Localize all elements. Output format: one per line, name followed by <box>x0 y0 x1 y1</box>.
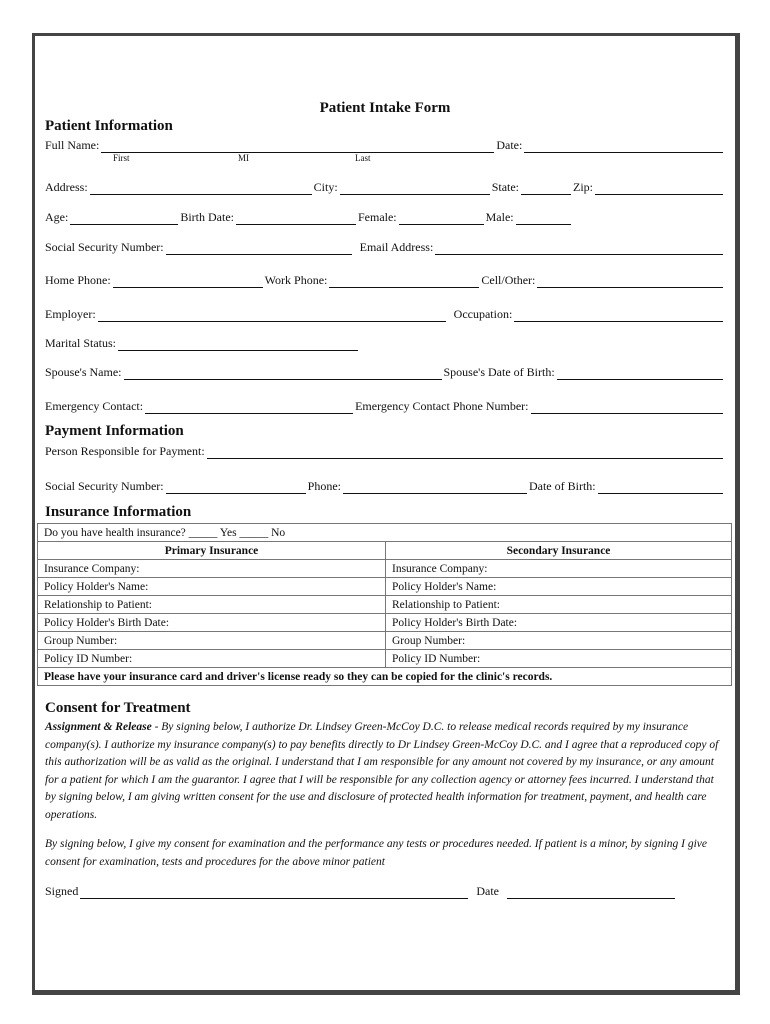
email-field[interactable] <box>435 242 723 255</box>
employer-field[interactable] <box>98 309 446 322</box>
row-signature <box>45 883 677 899</box>
row-emergency <box>45 398 725 414</box>
table-row <box>38 578 732 596</box>
row-address <box>45 179 725 195</box>
spouse-name-label: Spouse's Name: <box>45 365 122 379</box>
city-label: City: <box>313 180 338 194</box>
table-row <box>38 614 732 632</box>
emergency-phone-field[interactable] <box>531 401 724 414</box>
sub-last: Last <box>355 153 371 163</box>
section-insurance-information: Insurance Information <box>45 504 192 520</box>
full-name-field[interactable] <box>101 140 494 153</box>
row-full-name <box>45 137 725 153</box>
payment-dob-label: Date of Birth: <box>528 479 596 493</box>
row-age <box>45 209 725 225</box>
home-phone-field[interactable] <box>113 275 263 288</box>
emergency-label: Emergency Contact: <box>45 399 144 413</box>
signed-label: Signed <box>45 884 79 898</box>
signature-field[interactable] <box>80 886 468 899</box>
assignment-release-paragraph <box>45 719 727 825</box>
primary-group-number[interactable]: Group Number: <box>38 632 386 650</box>
spouse-dob-label: Spouse's Date of Birth: <box>443 365 555 379</box>
zip-label: Zip: <box>573 180 594 194</box>
table-row <box>38 596 732 614</box>
primary-insurance-header: Primary Insurance <box>38 542 386 560</box>
insurance-question[interactable]: Do you have health insurance? _____ Yes _____ No <box>38 524 732 542</box>
spouse-name-field[interactable] <box>124 367 442 380</box>
date-label: Date: <box>496 138 523 152</box>
row-employer <box>45 306 725 322</box>
payment-phone-field[interactable] <box>343 481 527 494</box>
payment-dob-field[interactable] <box>598 481 723 494</box>
payment-ssn-label: Social Security Number: <box>45 479 164 493</box>
full-name-label: Full Name: <box>45 138 100 152</box>
age-field[interactable] <box>70 212 178 225</box>
insurance-question-row <box>38 524 732 542</box>
cell-field[interactable] <box>537 275 723 288</box>
insurance-note: Please have your insurance card and driver's license ready so they can be copied for the clinic's records. <box>38 668 732 686</box>
birth-date-label: Birth Date: <box>180 210 234 224</box>
table-row <box>38 650 732 668</box>
birth-date-field[interactable] <box>236 212 356 225</box>
work-phone-label: Work Phone: <box>264 273 328 287</box>
primary-insurance-company[interactable]: Insurance Company: <box>38 560 386 578</box>
row-responsible <box>45 443 725 459</box>
ssn-field[interactable] <box>166 242 352 255</box>
row-phones <box>45 272 725 288</box>
female-field[interactable] <box>399 212 484 225</box>
marital-label: Marital Status: <box>45 336 116 350</box>
age-label: Age: <box>45 210 69 224</box>
work-phone-field[interactable] <box>329 275 479 288</box>
date-field[interactable] <box>524 140 723 153</box>
responsible-label: Person Responsible for Payment: <box>45 444 205 458</box>
table-row <box>38 560 732 578</box>
assignment-release-text: - By signing below, I authorize Dr. Lindsey Green-McCoy D.C. to release medical records required by my insurance company(s). I authorize my insurance company(s) to pay benefits directly to Dr Lindsey Green-McCoy D.C. and I agree that a reproduced copy of this authorization will be as valid as the original. I understand that I am responsible for any amount not covered by my insurance, or any amount for a patient for which I am the guarantor. I agree that I will be responsible for any collection agency or attorney fees incurred. I understand that by signing below, I am giving written consent for the use and disclosure of protected health information for treatment, payment, and health care operations. <box>45 721 719 821</box>
secondary-insurance-company[interactable]: Insurance Company: <box>386 560 732 578</box>
row-payment-ssn <box>45 478 725 494</box>
home-phone-label: Home Phone: <box>45 273 111 287</box>
minor-consent-paragraph: By signing below, I give my consent for examination and the performance any tests or procedures needed. If patient is a minor, by signing I give consent for examination, tests and procedures for the above minor patient <box>45 838 707 868</box>
insurance-table <box>37 523 732 686</box>
primary-policy-holder-name[interactable]: Policy Holder's Name: <box>38 578 386 596</box>
responsible-field[interactable] <box>207 446 723 459</box>
form-title: Patient Intake Form <box>319 100 451 116</box>
address-label: Address: <box>45 180 88 194</box>
row-spouse <box>45 364 725 380</box>
female-label: Female: <box>357 210 397 224</box>
sub-first: First <box>113 153 130 163</box>
insurance-note-row <box>38 668 732 686</box>
occupation-field[interactable] <box>514 309 723 322</box>
section-payment-information: Payment Information <box>45 423 184 439</box>
male-field[interactable] <box>516 212 571 225</box>
state-field[interactable] <box>521 182 571 195</box>
assignment-release-label: Assignment & Release <box>45 721 152 733</box>
address-field[interactable] <box>90 182 312 195</box>
row-ssn <box>45 239 725 255</box>
city-field[interactable] <box>340 182 490 195</box>
secondary-relationship[interactable]: Relationship to Patient: <box>386 596 732 614</box>
employer-label: Employer: <box>45 307 96 321</box>
secondary-policy-id[interactable]: Policy ID Number: <box>386 650 732 668</box>
section-consent-for-treatment: Consent for Treatment <box>45 700 191 716</box>
emergency-phone-label: Emergency Contact Phone Number: <box>355 399 529 413</box>
primary-policy-id[interactable]: Policy ID Number: <box>38 650 386 668</box>
ssn-label: Social Security Number: <box>45 240 164 254</box>
signature-date-label: Date <box>476 884 499 898</box>
signature-date-field[interactable] <box>507 886 675 899</box>
secondary-holder-birth-date[interactable]: Policy Holder's Birth Date: <box>386 614 732 632</box>
table-row <box>38 632 732 650</box>
primary-holder-birth-date[interactable]: Policy Holder's Birth Date: <box>38 614 386 632</box>
cell-label: Cell/Other: <box>481 273 536 287</box>
secondary-group-number[interactable]: Group Number: <box>386 632 732 650</box>
email-label: Email Address: <box>359 240 434 254</box>
payment-phone-label: Phone: <box>307 479 341 493</box>
sub-mi: MI <box>238 153 249 163</box>
secondary-insurance-header: Secondary Insurance <box>386 542 732 560</box>
row-marital <box>45 335 725 351</box>
state-label: State: <box>491 180 520 194</box>
secondary-policy-holder-name[interactable]: Policy Holder's Name: <box>386 578 732 596</box>
occupation-label: Occupation: <box>453 307 513 321</box>
spouse-dob-field[interactable] <box>557 367 723 380</box>
primary-relationship[interactable]: Relationship to Patient: <box>38 596 386 614</box>
emergency-field[interactable] <box>145 401 353 414</box>
payment-ssn-field[interactable] <box>166 481 306 494</box>
insurance-header-row <box>38 542 732 560</box>
section-patient-information: Patient Information <box>45 118 173 134</box>
marital-field[interactable] <box>118 338 358 351</box>
zip-field[interactable] <box>595 182 723 195</box>
male-label: Male: <box>485 210 514 224</box>
